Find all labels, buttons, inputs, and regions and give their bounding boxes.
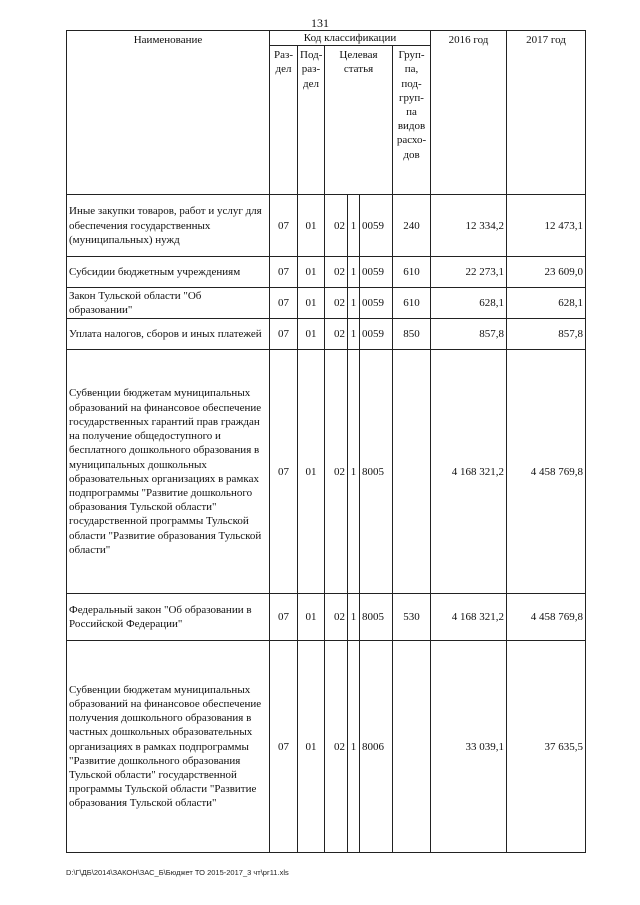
row-name: Закон Тульской области "Об образовании" (67, 288, 270, 319)
row-cs-subprogram: 1 (348, 195, 360, 257)
row-name: Субвенции бюджетам муниципальных образований на финансовое обеспечение государственных гарантий прав граждан на получение общедоступного и бесплатного дошкольного образования в муниципальных дошкольных образовательных организациях в рамках подпрограммы "Развитие дошкольного образования Тульской области" государственной программы Тульской области "Развитие образования Тульской области" (67, 350, 270, 594)
row-razdel: 07 (270, 641, 298, 853)
row-cs-direction: 0059 (360, 319, 393, 350)
row-2016: 857,8 (431, 319, 507, 350)
row-2017: 628,1 (507, 288, 586, 319)
row-2017: 4 458 769,8 (507, 594, 586, 641)
table-row (67, 195, 586, 257)
header-gruppa: Груп- па, под- груп- па видов расхо- дов (393, 46, 431, 195)
row-2016: 33 039,1 (431, 641, 507, 853)
row-vid: 530 (393, 594, 431, 641)
table-row (67, 257, 586, 288)
table-header (67, 31, 586, 195)
row-cs-direction: 8005 (360, 350, 393, 594)
row-cs-subprogram: 1 (348, 257, 360, 288)
row-cs-program: 02 (325, 257, 348, 288)
row-cs-direction: 0059 (360, 288, 393, 319)
header-razdel: Раз- дел (270, 46, 298, 195)
row-2016: 628,1 (431, 288, 507, 319)
row-razdel: 07 (270, 257, 298, 288)
row-cs-direction: 8005 (360, 594, 393, 641)
row-cs-subprogram: 1 (348, 319, 360, 350)
row-cs-direction: 8006 (360, 641, 393, 853)
row-razdel: 07 (270, 288, 298, 319)
row-2016: 4 168 321,2 (431, 350, 507, 594)
row-cs-subprogram: 1 (348, 288, 360, 319)
row-2017: 12 473,1 (507, 195, 586, 257)
budget-table (66, 30, 586, 853)
row-name: Субвенции бюджетам муниципальных образований на финансовое обеспечение получения дошкольного образования в частных дошкольных образовательных организациях в рамках подпрограммы "Развитие дошкольного образования Тульской области" государственной программы Тульской области "Развитие образования Тульской области" (67, 641, 270, 853)
table-row (67, 350, 586, 594)
header-podrazdel: Под- раз- дел (298, 46, 325, 195)
row-podrazdel: 01 (298, 257, 325, 288)
row-cs-program: 02 (325, 350, 348, 594)
row-vid: 240 (393, 195, 431, 257)
table-row (67, 319, 586, 350)
row-name: Федеральный закон "Об образовании в Российской Федерации" (67, 594, 270, 641)
row-cs-program: 02 (325, 594, 348, 641)
header-name: Наименование (67, 31, 270, 195)
row-cs-subprogram: 1 (348, 594, 360, 641)
row-podrazdel: 01 (298, 319, 325, 350)
page-number: 131 (311, 16, 329, 30)
row-cs-program: 02 (325, 319, 348, 350)
file-path-footer: D:\Г\ДБ\2014\ЗАКОН\ЗАС_Б\Бюджет ТО 2015-2017_3 чт\рг11.xls (66, 868, 289, 877)
row-vid (393, 350, 431, 594)
row-2017: 23 609,0 (507, 257, 586, 288)
row-name: Иные закупки товаров, работ и услуг для обеспечения государственных (муниципальных) нужд (67, 195, 270, 257)
row-2016: 22 273,1 (431, 257, 507, 288)
row-name: Субсидии бюджетным учреждениям (67, 257, 270, 288)
row-podrazdel: 01 (298, 195, 325, 257)
table-row (67, 594, 586, 641)
header-2016: 2016 год (431, 31, 507, 195)
row-razdel: 07 (270, 350, 298, 594)
header-celevaya-statya: Целевая статья (325, 46, 393, 195)
header-classification: Код классификации (270, 31, 431, 46)
row-2016: 12 334,2 (431, 195, 507, 257)
row-2016: 4 168 321,2 (431, 594, 507, 641)
row-cs-program: 02 (325, 195, 348, 257)
table-row (67, 288, 586, 319)
row-cs-subprogram: 1 (348, 350, 360, 594)
row-vid (393, 641, 431, 853)
row-2017: 37 635,5 (507, 641, 586, 853)
row-vid: 610 (393, 257, 431, 288)
row-cs-subprogram: 1 (348, 641, 360, 853)
row-razdel: 07 (270, 195, 298, 257)
table-body (67, 195, 586, 853)
row-podrazdel: 01 (298, 594, 325, 641)
row-name: Уплата налогов, сборов и иных платежей (67, 319, 270, 350)
table-row (67, 641, 586, 853)
row-vid: 610 (393, 288, 431, 319)
row-podrazdel: 01 (298, 641, 325, 853)
row-podrazdel: 01 (298, 288, 325, 319)
row-cs-direction: 0059 (360, 257, 393, 288)
row-2017: 857,8 (507, 319, 586, 350)
row-cs-program: 02 (325, 288, 348, 319)
header-2017: 2017 год (507, 31, 586, 195)
row-cs-program: 02 (325, 641, 348, 853)
row-razdel: 07 (270, 594, 298, 641)
row-2017: 4 458 769,8 (507, 350, 586, 594)
row-razdel: 07 (270, 319, 298, 350)
row-cs-direction: 0059 (360, 195, 393, 257)
row-vid: 850 (393, 319, 431, 350)
row-podrazdel: 01 (298, 350, 325, 594)
